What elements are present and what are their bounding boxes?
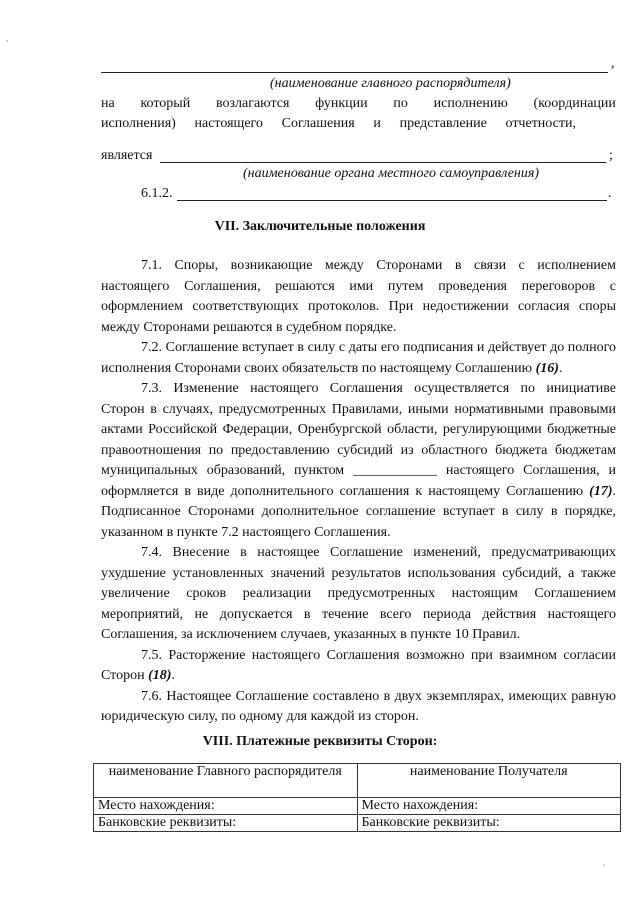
paragraph-7-2-text: 7.2. Соглашение вступает в силу с даты его подписания и действует до полного исполнения Сторонами своих обязательств по настоящему Соглашению <box>101 340 616 376</box>
responsibility-line-2 <box>101 116 576 132</box>
word: представление <box>399 116 487 131</box>
scan-speck <box>603 864 605 866</box>
paragraph-7-3-text-1: 7.3. Изменение настоящего Соглашения осуществляется по инициативе Сторон в случаях, предусмотренных Правилами, иными нормативными правовыми актами Российской Федерации, Оренбургской области, регулирующими бюджетные правоотношения по предоставлению субсидий из областного бюджета бюджетам муниципальных образований, пунктом <box>101 381 616 478</box>
payment-details-table <box>93 763 621 832</box>
item-612-trailing: . <box>608 186 612 201</box>
word: настоящего <box>194 116 263 131</box>
word: исполнения) <box>101 116 176 131</box>
table-header-row <box>94 764 621 798</box>
word: Соглашения <box>281 116 355 131</box>
paragraph-7-2 <box>101 338 616 379</box>
location-right: Место нахождения: <box>357 798 621 815</box>
responsibility-line-1 <box>101 96 616 112</box>
word: возлагаются <box>215 96 290 111</box>
item-612-line <box>177 200 607 201</box>
paragraph-7-3-text-2: настоящего Соглашения, и оформляется в виде дополнительного соглашения к настоящему Соглашению <box>101 463 616 499</box>
section-7-title: VII. Заключительные положения <box>214 219 426 234</box>
footnote-ref-16: (16) <box>535 360 559 376</box>
word: по <box>393 96 408 111</box>
paragraph-7-6: 7.6. Настоящее Соглашение составлено в двух экземплярах, имеющих равную юридическую силу, по одному для каждой из сторон. <box>101 688 616 724</box>
paragraph-7-3-blank: ____________ <box>353 463 438 478</box>
footnote-ref-18: (18) <box>148 668 172 683</box>
main-manager-caption: (наименование главного распорядителя) <box>270 76 511 91</box>
table-row <box>94 815 621 832</box>
scan-speck <box>6 40 8 42</box>
word: который <box>140 96 191 111</box>
word: исполнению <box>433 96 508 111</box>
is-trailing: ; <box>609 148 613 163</box>
paragraph-7-2-end: . <box>558 360 563 376</box>
main-manager-line <box>101 72 608 73</box>
item-612-label: 6.1.2. <box>141 186 173 201</box>
bank-details-left: Банковские реквизиты: <box>94 815 358 832</box>
section-7-body <box>101 256 616 728</box>
footnote-ref-17: (17) <box>589 483 613 499</box>
is-label: является <box>101 148 153 163</box>
bank-details-right: Банковские реквизиты: <box>357 815 621 832</box>
paragraph-7-4: 7.4. Внесение в настоящее Соглашение изменений, предусматривающих ухудшение установленных значений результатов использования субсидий, а также увеличение сроков реализации предусмотренных настоящим Соглашением мероприятий, не допускается в течение всего периода действия настоящего Соглашения, за исключением случаев, указанных в пункте 10 Правил. <box>101 545 616 642</box>
word: функции <box>315 96 368 111</box>
word: и <box>373 116 381 131</box>
local-gov-caption: (наименование органа местного самоуправления) <box>243 166 540 181</box>
header-recipient: наименование Получателя <box>357 764 621 798</box>
location-left: Место нахождения: <box>94 798 358 815</box>
word: (координации <box>533 96 616 111</box>
paragraph-7-5-end: . <box>171 668 175 683</box>
local-gov-line <box>160 162 606 163</box>
word: отчетности, <box>505 116 576 131</box>
paragraph-7-1: 7.1. Споры, возникающие между Сторонами в связи с исполнением настоящего Соглашения, решаются ими путем проведения переговоров с оформлением соответствующих протоколов. При недостижении согласия споры между Сторонами решаются в судебном порядке. <box>101 258 616 335</box>
paragraph-7-3-text-3: . Подписанное Сторонами дополнительное соглашение вступает в силу в порядке, указанном в пункте 7.2 настоящего Соглашения. <box>101 483 616 540</box>
paragraph-7-3 <box>101 379 616 543</box>
header-main-manager: наименование Главного распорядителя <box>94 764 358 798</box>
line-trailing-comma: , <box>611 56 615 71</box>
word: на <box>101 96 115 111</box>
paragraph-7-5-text: 7.5. Расторжение настоящего Соглашения возможно при взаимном согласии Сторон <box>101 647 616 683</box>
paragraph-7-5 <box>101 646 616 687</box>
section-8-title: VIII. Платежные реквизиты Сторон: <box>202 734 438 749</box>
table-row <box>94 798 621 815</box>
